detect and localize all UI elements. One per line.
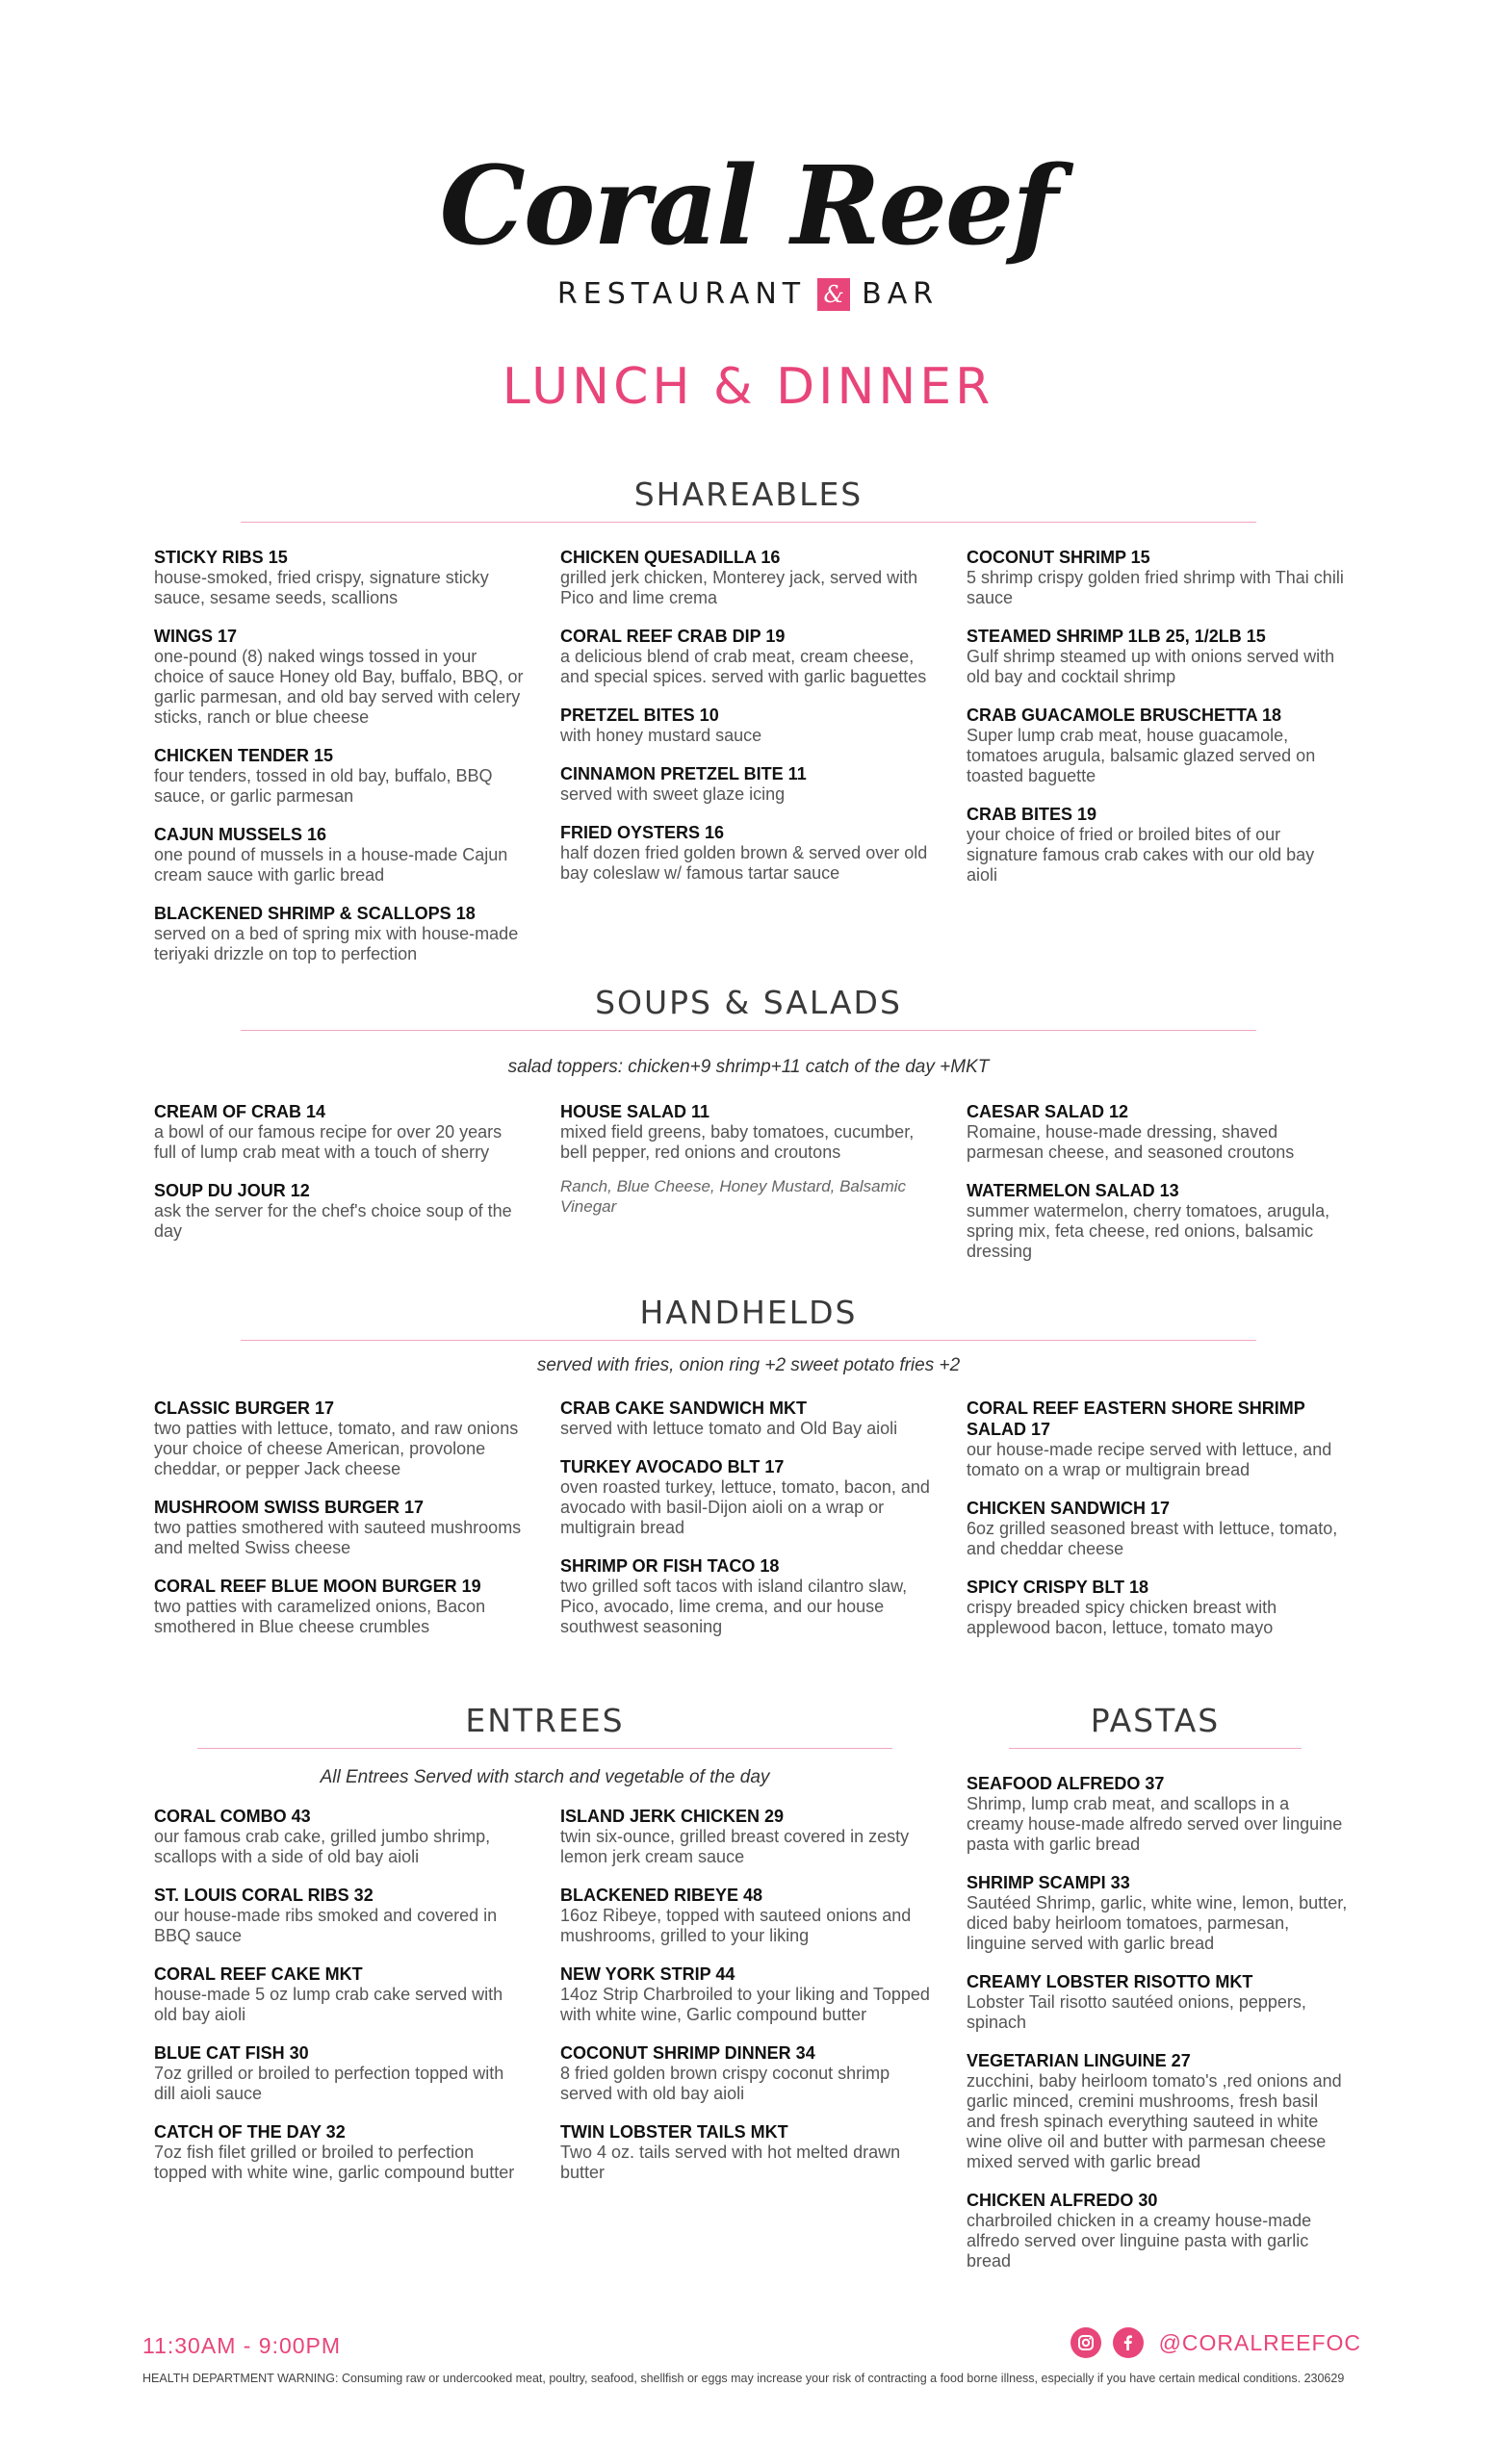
social-handle[interactable]: @CORALREEFOC: [1158, 2329, 1361, 2355]
menu-item: [967, 705, 1350, 786]
menu-item-description: 6oz grilled seasoned breast with lettuce, tomato, and cheddar cheese: [967, 1519, 1338, 1558]
menu-item-description: two patties with lettuce, tomato, and raw onions your choice of cheese American, provolone cheddar, or pepper Jack cheese: [154, 1419, 519, 1478]
menu-item-name: CORAL REEF BLUE MOON BURGER 19: [154, 1577, 481, 1596]
handhelds-sides-note: served with fries, onion ring +2 sweet potato fries +2: [536, 1355, 961, 1375]
soups-col-1: [154, 1101, 525, 1259]
entrees-col-2: [560, 1806, 941, 2200]
menu-item: [560, 1885, 941, 1946]
menu-item: [967, 1180, 1350, 1262]
menu-item-name: FRIED OYSTERS 16: [560, 823, 725, 842]
menu-item: [967, 547, 1350, 608]
menu-item-name: CAESAR SALAD 12: [967, 1102, 1129, 1121]
menu-item-name: CAJUN MUSSELS 16: [154, 825, 327, 844]
menu-item-description: Gulf shrimp steamed up with onions served with old bay and cocktail shrimp: [967, 647, 1335, 686]
menu-item: [967, 2050, 1350, 2172]
menu-item-description: house-smoked, fried crispy, signature sticky sauce, sesame seeds, scallions: [154, 568, 489, 607]
menu-item: [154, 1497, 525, 1558]
pastas-col: [967, 1773, 1350, 2289]
menu-item-description: twin six-ounce, grilled breast covered in zesty lemon jerk cream sauce: [560, 1827, 910, 1866]
menu-item-description: our house-made ribs smoked and covered in BBQ sauce: [154, 1906, 498, 1945]
menu-item-description: grilled jerk chicken, Monterey jack, served with Pico and lime crema: [560, 568, 918, 607]
menu-item-description: charbroiled chicken in a creamy house-made alfredo served over linguine pasta with garlic bread: [967, 2211, 1312, 2271]
menu-item: [560, 2042, 941, 2104]
menu-item-name: CORAL REEF CAKE MKT: [154, 1964, 363, 1984]
brand-sub-restaurant: RESTAURANT: [556, 277, 807, 311]
menu-item-name: NEW YORK STRIP 44: [560, 1964, 735, 1984]
menu-item-description: half dozen fried golden brown & served over old bay coleslaw w/ famous tartar sauce: [560, 843, 928, 883]
menu-item-name: HOUSE SALAD 11: [560, 1102, 710, 1121]
menu-item: [560, 1806, 941, 1867]
menu-item-description: Super lump crab meat, house guacamole, tomatoes arugula, balsamic glazed served on toasted baguette: [967, 726, 1316, 785]
menu-item-name: TURKEY AVOCADO BLT 17: [560, 1457, 785, 1476]
menu-item: [154, 1964, 525, 2025]
menu-item-dressings: Ranch, Blue Cheese, Honey Mustard, Balsamic Vinegar: [560, 1177, 907, 1216]
menu-item-name: SOUP DU JOUR 12: [154, 1181, 310, 1200]
menu-item-name: CHICKEN ALFREDO 30: [967, 2191, 1158, 2210]
menu-item-description: oven roasted turkey, lettuce, tomato, bacon, and avocado with basil-Dijon aioli on a wrap or multigrain bread: [560, 1477, 930, 1537]
menu-item: [154, 903, 525, 964]
menu-item: [967, 1398, 1350, 1480]
menu-item-name: SEAFOOD ALFREDO 37: [967, 1774, 1165, 1793]
menu-item-description: Two 4 oz. tails served with hot melted drawn butter: [560, 2143, 901, 2182]
menu-item-description: a delicious blend of crab meat, cream cheese, and special spices. served with garlic baguettes: [560, 647, 927, 686]
menu-item-name: ST. LOUIS CORAL RIBS 32: [154, 1886, 374, 1905]
menu-item-name: STICKY RIBS 15: [154, 548, 288, 567]
shareables-col-3: [967, 547, 1350, 903]
handhelds-col-3: [967, 1398, 1350, 1656]
menu-item-description: a bowl of our famous recipe for over 20 years full of lump crab meat with a touch of sherry: [154, 1122, 503, 1162]
opening-hours: 11:30AM - 9:00PM: [142, 2333, 342, 2358]
menu-item-description: our famous crab cake, grilled jumbo shrimp, scallops with a side of old bay aioli: [154, 1827, 491, 1866]
menu-item: [560, 822, 941, 884]
menu-item-name: STEAMED SHRIMP 1LB 25, 1/2LB 15: [967, 627, 1266, 646]
menu-item-description: 5 shrimp crispy golden fried shrimp with Thai chili sauce: [967, 568, 1344, 607]
salad-toppers-note: salad toppers: chicken+9 shrimp+11 catch of the day +MKT: [507, 1057, 990, 1077]
menu-item: [154, 1576, 525, 1637]
menu-item: [560, 1555, 941, 1637]
menu-item-name: CREAMY LOBSTER RISOTTO MKT: [967, 1972, 1253, 1991]
social-links: [1070, 2327, 1361, 2358]
menu-item-description: Romaine, house-made dressing, shaved parmesan cheese, and seasoned croutons: [967, 1122, 1295, 1162]
brand-subtitle: [557, 277, 939, 311]
section-divider: [241, 1340, 1256, 1341]
menu-item: [967, 804, 1350, 886]
menu-item: [967, 1577, 1350, 1638]
menu-item: [560, 547, 941, 608]
section-divider: [197, 1748, 892, 1749]
health-warning-text: HEALTH DEPARTMENT WARNING: Consuming raw or undercooked meat, poultry, seafood, shellfish or eggs may increase your risk of contracting a food borne illness, especially if you have certain medical conditions.: [142, 2372, 1302, 2385]
menu-item-description: Sautéed Shrimp, garlic, white wine, lemon, butter, diced baby heirloom tomatoes, parmesan, linguine served with garlic bread: [967, 1893, 1348, 1953]
menu-item-description: your choice of fried or broiled bites of our signature famous crab cakes with our old bay aioli: [967, 825, 1315, 885]
menu-item: [560, 763, 941, 805]
menu-item: [560, 1101, 941, 1217]
menu-item: [967, 1773, 1350, 1855]
menu-item-description: 14oz Strip Charbroiled to your liking and Topped with white wine, Garlic compound butter: [560, 1985, 930, 2024]
section-title: ENTREES: [465, 1702, 625, 1739]
brand-sub-bar: BAR: [862, 277, 940, 311]
menu-item-name: WATERMELON SALAD 13: [967, 1181, 1179, 1200]
menu-item: [154, 745, 525, 807]
menu-item: [560, 705, 941, 746]
menu-item-description: two patties with caramelized onions, Bacon smothered in Blue cheese crumbles: [154, 1597, 486, 1636]
menu-item-name: CORAL REEF EASTERN SHORE SHRIMP SALAD 17: [967, 1399, 1305, 1439]
menu-code: 230629: [1303, 2372, 1345, 2385]
menu-item-name: SHRIMP OR FISH TACO 18: [560, 1556, 780, 1576]
menu-item: [560, 1456, 941, 1538]
menu-item-name: CRAB BITES 19: [967, 805, 1097, 824]
page-title: LUNCH & DINNER: [502, 358, 994, 416]
menu-item-name: CRAB GUACAMOLE BRUSCHETTA 18: [967, 706, 1282, 725]
menu-item: [154, 547, 525, 608]
menu-item-name: CORAL COMBO 43: [154, 1807, 311, 1826]
menu-item-description: served with sweet glaze icing: [560, 784, 786, 804]
menu-item-description: served with lettuce tomato and Old Bay aioli: [560, 1419, 898, 1438]
section-title: SHAREABLES: [633, 475, 864, 513]
menu-item-name: CINNAMON PRETZEL BITE 11: [560, 764, 807, 783]
menu-item-description: with honey mustard sauce: [560, 726, 762, 745]
menu-item: [154, 824, 525, 886]
menu-item-description: one pound of mussels in a house-made Cajun cream sauce with garlic bread: [154, 845, 508, 885]
section-header-shareables: [241, 474, 1256, 523]
menu-item-name: CRAB CAKE SANDWICH MKT: [560, 1399, 807, 1418]
menu-item-name: PRETZEL BITES 10: [560, 706, 719, 725]
menu-item-description: house-made 5 oz lump crab cake served with old bay aioli: [154, 1985, 503, 2024]
section-divider: [1009, 1748, 1302, 1749]
brand-name: Coral Reef: [439, 143, 1057, 270]
shareables-col-1: [154, 547, 525, 982]
section-divider: [241, 1030, 1256, 1031]
menu-item-name: CATCH OF THE DAY 32: [154, 2122, 346, 2142]
menu-item-name: BLACKENED SHRIMP & SCALLOPS 18: [154, 904, 476, 923]
menu-item: [967, 1872, 1350, 1954]
menu-item: [154, 1398, 525, 1479]
menu-item: [560, 626, 941, 687]
menu-item-name: COCONUT SHRIMP 15: [967, 548, 1150, 567]
menu-item-description: crispy breaded spicy chicken breast with applewood bacon, lettuce, tomato mayo: [967, 1598, 1277, 1637]
section-header-soups-salads: [241, 982, 1256, 1031]
entrees-col-1: [154, 1806, 525, 2200]
menu-item-name: CHICKEN TENDER 15: [154, 746, 334, 765]
menu-item-description: two grilled soft tacos with island cilantro slaw, Pico, avocado, lime crema, and our house southwest seasoning: [560, 1577, 908, 1636]
menu-item-description: served on a bed of spring mix with house-made teriyaki drizzle on top to perfection: [154, 924, 519, 963]
section-header-pastas: [1009, 1700, 1302, 1749]
menu-item-description: one-pound (8) naked wings tossed in your choice of sauce Honey old Bay, buffalo, BBQ, or garlic parmesan, and old bay served with celery sticks, ranch or blue cheese: [154, 647, 524, 727]
menu-item: [154, 1885, 525, 1946]
section-title: SOUPS & SALADS: [595, 984, 902, 1021]
menu-item: [560, 1398, 941, 1439]
menu-item-description: our house-made recipe served with lettuce, and tomato on a wrap or multigrain bread: [967, 1440, 1332, 1479]
menu-item-name: SPICY CRISPY BLT 18: [967, 1578, 1149, 1597]
menu-item-description: Shrimp, lump crab meat, and scallops in a creamy house-made alfredo served over linguine pasta with garlic bread: [967, 1794, 1343, 1854]
menu-item-description: summer watermelon, cherry tomatoes, arugula, spring mix, feta cheese, red onions, balsamic dressing: [967, 1201, 1330, 1261]
menu-item-description: ask the server for the chef's choice soup of the day: [154, 1201, 512, 1241]
entrees-note: All Entrees Served with starch and vegetable of the day: [320, 1767, 770, 1787]
menu-item: [967, 626, 1350, 687]
menu-item-description: 7oz grilled or broiled to perfection topped with dill aioli sauce: [154, 2064, 504, 2103]
menu-item-description: 16oz Ribeye, topped with sauteed onions and mushrooms, grilled to your liking: [560, 1906, 912, 1945]
facebook-icon[interactable]: [1113, 2327, 1144, 2358]
menu-item-description: four tenders, tossed in old bay, buffalo, BBQ sauce, or garlic parmesan: [154, 766, 493, 806]
menu-item: [560, 2121, 941, 2183]
menu-item-name: CORAL REEF CRAB DIP 19: [560, 627, 786, 646]
menu-item-name: CHICKEN QUESADILLA 16: [560, 548, 781, 567]
menu-item-name: ISLAND JERK CHICKEN 29: [560, 1807, 785, 1826]
menu-item-name: COCONUT SHRIMP DINNER 34: [560, 2043, 815, 2063]
menu-item-name: BLUE CAT FISH 30: [154, 2043, 309, 2063]
menu-item-name: WINGS 17: [154, 627, 238, 646]
menu-item-name: CHICKEN SANDWICH 17: [967, 1499, 1171, 1518]
menu-item-name: CREAM OF CRAB 14: [154, 1102, 326, 1121]
logo: [0, 144, 1496, 311]
menu-item: [967, 1498, 1350, 1559]
brand-amp-badge: &: [817, 278, 850, 311]
menu-item-name: TWIN LOBSTER TAILS MKT: [560, 2122, 788, 2142]
menu-item: [154, 2121, 525, 2183]
soups-col-2: [560, 1101, 941, 1234]
menu-item-name: MUSHROOM SWISS BURGER 17: [154, 1498, 425, 1517]
menu-item: [154, 1806, 525, 1867]
handhelds-col-2: [560, 1398, 941, 1655]
menu-item: [154, 626, 525, 728]
instagram-icon[interactable]: [1070, 2327, 1101, 2358]
section-title: PASTAS: [1090, 1702, 1221, 1739]
menu-item-description: 8 fried golden brown crispy coconut shrimp served with old bay aioli: [560, 2064, 890, 2103]
section-title: HANDHELDS: [639, 1294, 858, 1331]
menu-item: [967, 1101, 1350, 1163]
section-divider: [241, 522, 1256, 523]
handhelds-col-1: [154, 1398, 525, 1655]
menu-item: [967, 1971, 1350, 2033]
menu-item-description: Lobster Tail risotto sautéed onions, peppers, spinach: [967, 1992, 1306, 2032]
menu-item: [154, 2042, 525, 2104]
menu-item-name: BLACKENED RIBEYE 48: [560, 1886, 763, 1905]
menu-item-description: 7oz fish filet grilled or broiled to perfection topped with white wine, garlic compound butter: [154, 2143, 515, 2182]
menu-item: [560, 1964, 941, 2025]
section-header-entrees: [197, 1700, 892, 1749]
menu-item-name: VEGETARIAN LINGUINE 27: [967, 2051, 1191, 2070]
menu-item: [154, 1101, 525, 1163]
menu-item: [967, 2190, 1350, 2272]
shareables-col-2: [560, 547, 941, 901]
menu-item-description: mixed field greens, baby tomatoes, cucumber, bell pepper, red onions and croutons: [560, 1122, 915, 1162]
menu-item-name: SHRIMP SCAMPI 33: [967, 1873, 1130, 1892]
soups-col-3: [967, 1101, 1350, 1279]
menu-item-name: CLASSIC BURGER 17: [154, 1399, 335, 1418]
menu-item-description: zucchini, baby heirloom tomato's ,red onions and garlic minced, cremini mushrooms, fresh basil and fresh spinach everything sauteed in white wine olive oil and butter with parmesan cheese mixed served with garlic bread: [967, 2071, 1342, 2171]
section-header-handhelds: [241, 1292, 1256, 1341]
menu-item-description: two patties smothered with sauteed mushrooms and melted Swiss cheese: [154, 1518, 522, 1557]
menu-item: [154, 1180, 525, 1242]
health-warning: [142, 2372, 1365, 2385]
